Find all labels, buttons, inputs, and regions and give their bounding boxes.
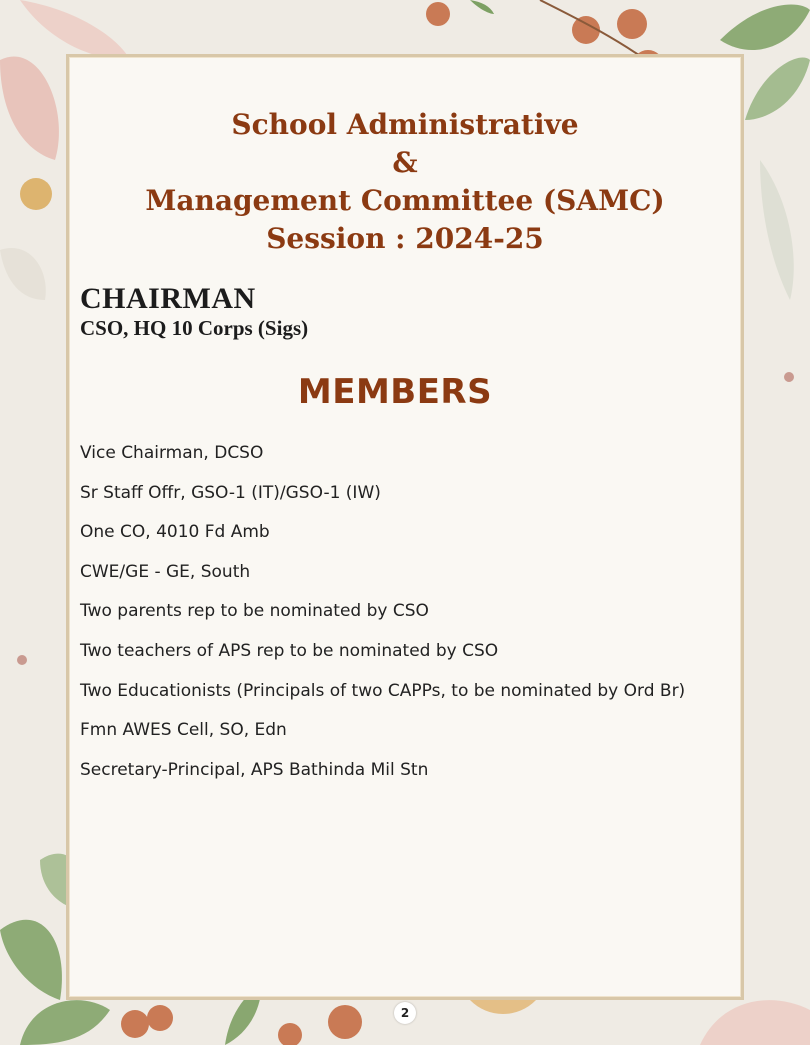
leaf-decoration [0, 920, 62, 1000]
members-heading: MEMBERS [297, 372, 493, 412]
leaf-decoration [700, 1000, 810, 1045]
member-item: Sr Staff Offr, GSO-1 (IT)/GSO-1 (IW) [80, 482, 381, 503]
member-item: Two parents rep to be nominated by CSO [80, 601, 429, 622]
member-item: Two teachers of APS rep to be nominated by CSO [80, 640, 499, 661]
title-line: Management Committee (SAMC) [145, 184, 665, 217]
leaf-decoration [20, 0, 130, 60]
member-item: Vice Chairman, DCSO [80, 443, 264, 463]
leaf-decoration [470, 0, 494, 14]
page-title [0, 106, 810, 258]
leaf-decoration [20, 1000, 110, 1045]
page-number: 2 [394, 1002, 416, 1024]
member-item: One CO, 4010 Fd Amb [80, 522, 270, 543]
member-item: Secretary-Principal, APS Bathinda Mil Stn [80, 759, 429, 780]
chairman-designation: CSO, HQ 10 Corps (Sigs) [80, 316, 309, 340]
member-item: Fmn AWES Cell, SO, Edn [80, 720, 287, 741]
glitter-dot [17, 655, 27, 665]
leaf-decoration [720, 4, 810, 50]
title-ampersand: & [392, 146, 418, 179]
members-list [80, 436, 685, 792]
chairman-heading: CHAIRMAN [80, 282, 256, 315]
member-item: Two Educationists (Principals of two CAPPs, to be nominated by Ord Br) [80, 680, 686, 701]
title-line: School Administrative [231, 108, 579, 141]
member-item: CWE/GE - GE, South [80, 561, 251, 582]
session-line: Session : 2024-25 [266, 222, 544, 255]
